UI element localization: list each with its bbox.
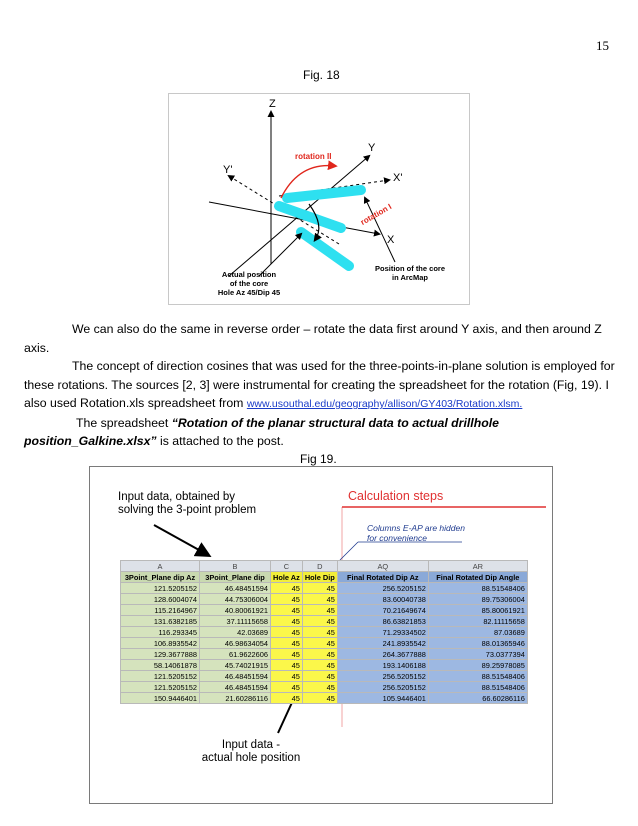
- fig19-caption: Fig 19.: [300, 452, 337, 466]
- table-cell: 45: [302, 638, 337, 649]
- column-header: Final Rotated Dip Angle: [428, 572, 527, 583]
- table-cell: 256.5205152: [337, 671, 428, 682]
- header-row: [121, 572, 528, 583]
- table-cell: 45: [302, 682, 337, 693]
- fig18-diagram: [168, 93, 470, 305]
- table-cell: 88.51548406: [428, 682, 527, 693]
- table-cell: 45: [271, 605, 303, 616]
- z-label: Z: [269, 98, 276, 110]
- actual-position-label: Actual position of the core Hole Az 45/Dip 45: [217, 270, 281, 297]
- table-cell: 89.75306004: [428, 594, 527, 605]
- table-row: [121, 583, 528, 594]
- table-cell: 116.293345: [121, 627, 200, 638]
- rotation-spreadsheet: [120, 560, 528, 704]
- table-cell: 45: [302, 649, 337, 660]
- table-row: [121, 660, 528, 671]
- table-cell: 256.5205152: [337, 682, 428, 693]
- table-cell: 40.80061921: [200, 605, 271, 616]
- table-cell: 121.5205152: [121, 671, 200, 682]
- table-cell: 193.1406188: [337, 660, 428, 671]
- body-text: [24, 320, 620, 451]
- hidden-bracket-line: [340, 542, 358, 560]
- table-cell: 45: [271, 649, 303, 660]
- table-cell: 88.01365946: [428, 638, 527, 649]
- table-cell: 45: [302, 594, 337, 605]
- table-cell: 45: [271, 660, 303, 671]
- table-row: [121, 638, 528, 649]
- table-cell: 46.48451594: [200, 671, 271, 682]
- col-letter: B: [200, 561, 271, 572]
- table-cell: 115.2164967: [121, 605, 200, 616]
- table-cell: 45: [302, 605, 337, 616]
- table-cell: 264.3677888: [337, 649, 428, 660]
- rotation-ii-label: rotation II: [295, 152, 332, 161]
- table-cell: 45: [302, 671, 337, 682]
- table-cell: 58.14061878: [121, 660, 200, 671]
- table-cell: 83.60040738: [337, 594, 428, 605]
- table-cell: 88.51548406: [428, 671, 527, 682]
- table-cell: 85.80061921: [428, 605, 527, 616]
- table-cell: 128.6004074: [121, 594, 200, 605]
- table-cell: 45: [271, 671, 303, 682]
- col-letter: A: [121, 561, 200, 572]
- hidden-columns-note: Columns E-AP are hidden for convenience: [367, 523, 465, 543]
- column-header: Final Rotated Dip Az: [337, 572, 428, 583]
- table-row: [121, 671, 528, 682]
- table-cell: 73.0377394: [428, 649, 527, 660]
- table-cell: 44.75306004: [200, 594, 271, 605]
- table-cell: 45.74021915: [200, 660, 271, 671]
- table-cell: 61.9622606: [200, 649, 271, 660]
- table-cell: 121.5205152: [121, 583, 200, 594]
- table-cell: 89.25978085: [428, 660, 527, 671]
- column-header: 3Point_Plane dip Az: [121, 572, 200, 583]
- table-cell: 45: [271, 638, 303, 649]
- table-cell: 45: [302, 627, 337, 638]
- table-cell: 45: [302, 616, 337, 627]
- table-row: [121, 627, 528, 638]
- table-cell: 46.98634054: [200, 638, 271, 649]
- table-cell: 131.6382185: [121, 616, 200, 627]
- table-cell: 45: [271, 682, 303, 693]
- page-number: 15: [596, 38, 609, 53]
- table-cell: 70.21649674: [337, 605, 428, 616]
- col-letter: AQ: [337, 561, 428, 572]
- table-cell: 121.5205152: [121, 682, 200, 693]
- column-header: Hole Az: [271, 572, 303, 583]
- hole-position-label: Input data - actual hole position: [201, 739, 301, 764]
- table-row: [121, 649, 528, 660]
- core-cylinder-arcmap: [287, 190, 361, 198]
- table-cell: 82.11115658: [428, 616, 527, 627]
- table-cell: 46.48451594: [200, 682, 271, 693]
- table-cell: 45: [271, 594, 303, 605]
- table-cell: 45: [271, 583, 303, 594]
- column-letter-row: [121, 561, 528, 572]
- col-letter: AR: [428, 561, 527, 572]
- spreadsheet-body: [121, 583, 528, 704]
- paragraph-direction-cosines: The concept of direction cosines that was used for the three-points-in-plane solution is employed for these rotations. The sources [2, 3] were instrumental for creating the spreadsheet for the rotation (Fig, 19). I also used Rotation.xls spreadsheet from www.usouthal.edu/geography/allison/GY403/Rotation.xlsm.: [24, 359, 615, 410]
- table-cell: 42.03689: [200, 627, 271, 638]
- table-cell: 88.51548406: [428, 583, 527, 594]
- column-header: Hole Dip: [302, 572, 337, 583]
- y-label: Y: [368, 142, 376, 154]
- core-cylinder-actual: [301, 232, 349, 266]
- table-cell: 129.3677888: [121, 649, 200, 660]
- calculation-steps-label: Calculation steps: [348, 489, 444, 503]
- table-row: [121, 693, 528, 704]
- arcmap-position-label: Position of the core in ArcMap: [374, 264, 445, 282]
- col-letter: D: [302, 561, 337, 572]
- input-data-label: Input data, obtained by solving the 3-point problem: [118, 491, 257, 516]
- table-cell: 86.63821853: [337, 616, 428, 627]
- rotation-xls-link[interactable]: www.usouthal.edu/geography/allison/GY403/Rotation.xlsm.: [246, 398, 523, 410]
- table-cell: 150.9446401: [121, 693, 200, 704]
- fig19-figure: [89, 466, 553, 804]
- table-cell: 66.60286116: [428, 693, 527, 704]
- table-cell: 106.8935542: [121, 638, 200, 649]
- x-prime-label: X': [393, 172, 403, 184]
- table-cell: 45: [302, 583, 337, 594]
- table-cell: 105.9446401: [337, 693, 428, 704]
- table-cell: 21.60286116: [200, 693, 271, 704]
- x-label: X: [387, 234, 395, 246]
- table-cell: 45: [302, 693, 337, 704]
- table-row: [121, 682, 528, 693]
- table-cell: 45: [271, 627, 303, 638]
- table-cell: 45: [302, 660, 337, 671]
- table-cell: 37.11115658: [200, 616, 271, 627]
- paragraph-spreadsheet: The spreadsheet “Rotation of the planar structural data to actual drillhole position_Galkine.xlsx” is attached to the post.: [24, 415, 499, 448]
- table-cell: 46.48451594: [200, 583, 271, 594]
- table-cell: 256.5205152: [337, 583, 428, 594]
- table-cell: 45: [271, 693, 303, 704]
- table-cell: 71.29334502: [337, 627, 428, 638]
- rotation-i-label: rotation I: [359, 202, 394, 227]
- y-prime-label: Y': [223, 164, 233, 176]
- spreadsheet-title: “Rotation of the planar structural data to actual drillhole position_Galkine.xlsx”: [24, 415, 499, 448]
- table-cell: 87.03689: [428, 627, 527, 638]
- table-row: [121, 616, 528, 627]
- table-cell: 45: [271, 616, 303, 627]
- table-row: [121, 605, 528, 616]
- input-arrow: [154, 525, 208, 555]
- column-header: 3Point_Plane dip: [200, 572, 271, 583]
- col-letter: C: [271, 561, 303, 572]
- fig18-caption: Fig. 18: [303, 68, 340, 82]
- paragraph-reverse-order: We can also do the same in reverse order – rotate the data first around Y axis, and then around Z axis.: [24, 322, 602, 355]
- table-row: [121, 594, 528, 605]
- table-cell: 241.8935542: [337, 638, 428, 649]
